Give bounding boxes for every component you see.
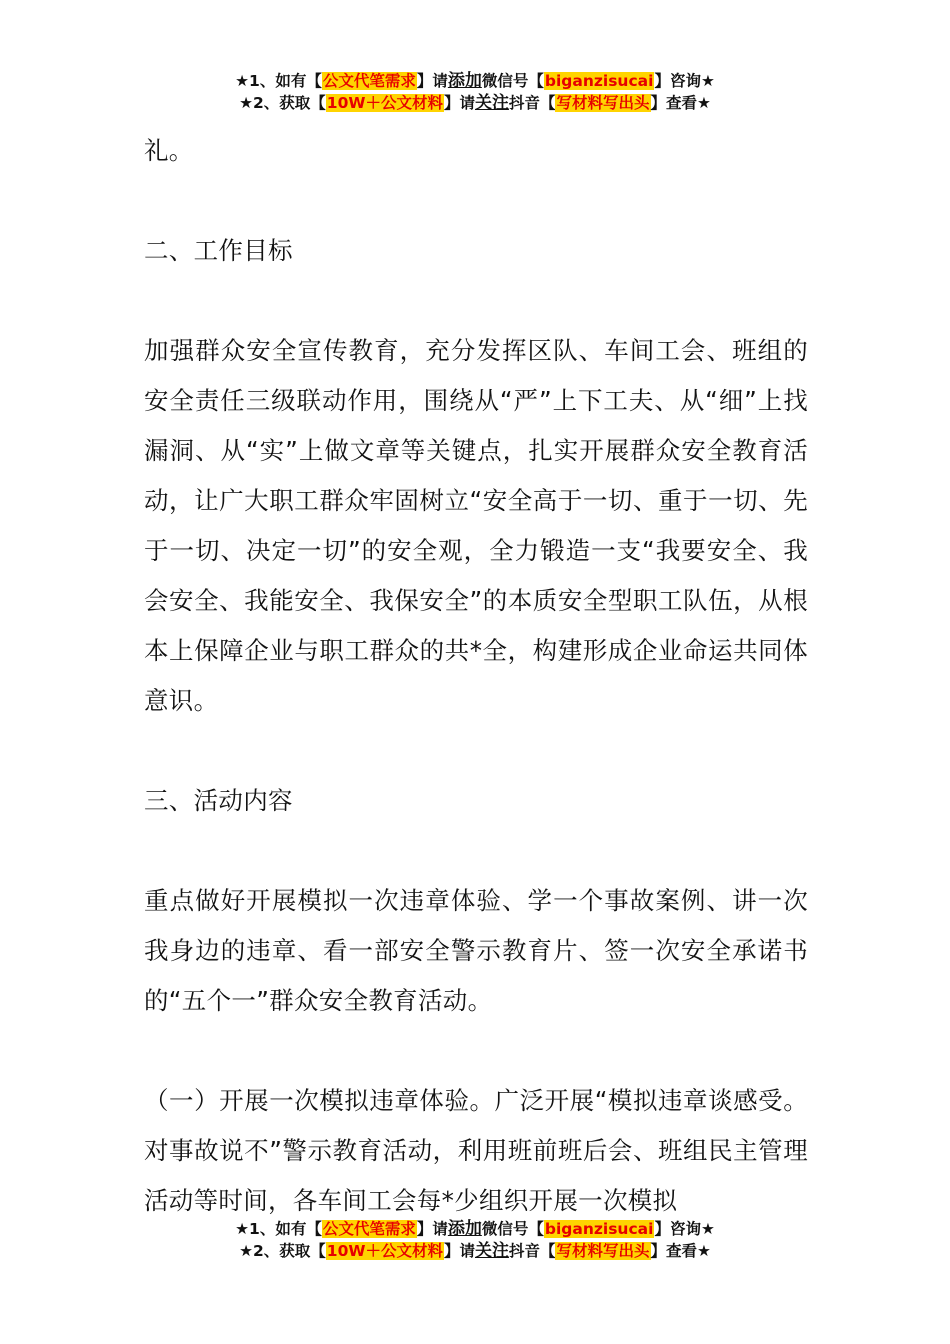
- wechat-id: biganzisucai: [544, 72, 654, 90]
- douyin-account: 写材料写出头: [556, 94, 650, 112]
- douyin-account: 写材料写出头: [556, 1242, 650, 1260]
- header-promo-banner: [0, 70, 950, 114]
- underlined-text: 添加: [447, 71, 482, 91]
- document-body: [144, 126, 808, 1226]
- footer-promo-banner: [0, 1218, 950, 1262]
- wechat-id: biganzisucai: [544, 1220, 654, 1238]
- promo-line-1: ★1、如有【公文代笔需求】请添加微信号【biganzisucai】咨询★: [235, 1219, 715, 1239]
- highlight-text: 公文代笔需求: [322, 1220, 416, 1238]
- promo-line-1: ★1、如有【公文代笔需求】请添加微信号【biganzisucai】咨询★: [235, 71, 715, 91]
- highlight-text: 10W＋公文材料: [326, 94, 443, 112]
- paragraph-goals: 加强群众安全宣传教育，充分发挥区队、车间工会、班组的安全责任三级联动作用，围绕从“严”上下工夫、从“细”上找漏洞、从“实”上做文章等关键点，扎实开展群众安全教育活动，让广大职工群众牢固树立“安全高于一切、重于一切、先于一切、决定一切”的安全观，全力锻造一支“我要安全、我会安全、我能安全、我保安全”的本质安全型职工队伍，从根本上保障企业与职工群众的共*全，构建形成企业命运共同体意识。: [144, 336, 808, 715]
- underlined-text: 关注: [474, 93, 509, 113]
- paragraph-item-1: （一）开展一次模拟违章体验。广泛开展“模拟违章谈感受。对事故说不”警示教育活动，利用班前班后会、班组民主管理活动等时间，各车间工会每*少组织开展一次模拟: [144, 1086, 808, 1215]
- promo-line-2: ★2、获取【10W＋公文材料】请关注抖音【写材料写出头】查看★: [239, 93, 711, 113]
- underlined-text: 添加: [447, 1219, 482, 1239]
- paragraph-content: 重点做好开展模拟一次违章体验、学一个事故案例、讲一次我身边的违章、看一部安全警示教育片、签一次安全承诺书的“五个一”群众安全教育活动。: [144, 886, 808, 1015]
- underlined-text: 关注: [474, 1241, 509, 1261]
- highlight-text: 10W＋公文材料: [326, 1242, 443, 1260]
- section-heading-content: 三、活动内容: [144, 786, 293, 815]
- paragraph-continuation: 礼。: [144, 136, 194, 165]
- highlight-text: 公文代笔需求: [322, 72, 416, 90]
- section-heading-goals: 二、工作目标: [144, 236, 293, 265]
- promo-line-2: ★2、获取【10W＋公文材料】请关注抖音【写材料写出头】查看★: [239, 1241, 711, 1261]
